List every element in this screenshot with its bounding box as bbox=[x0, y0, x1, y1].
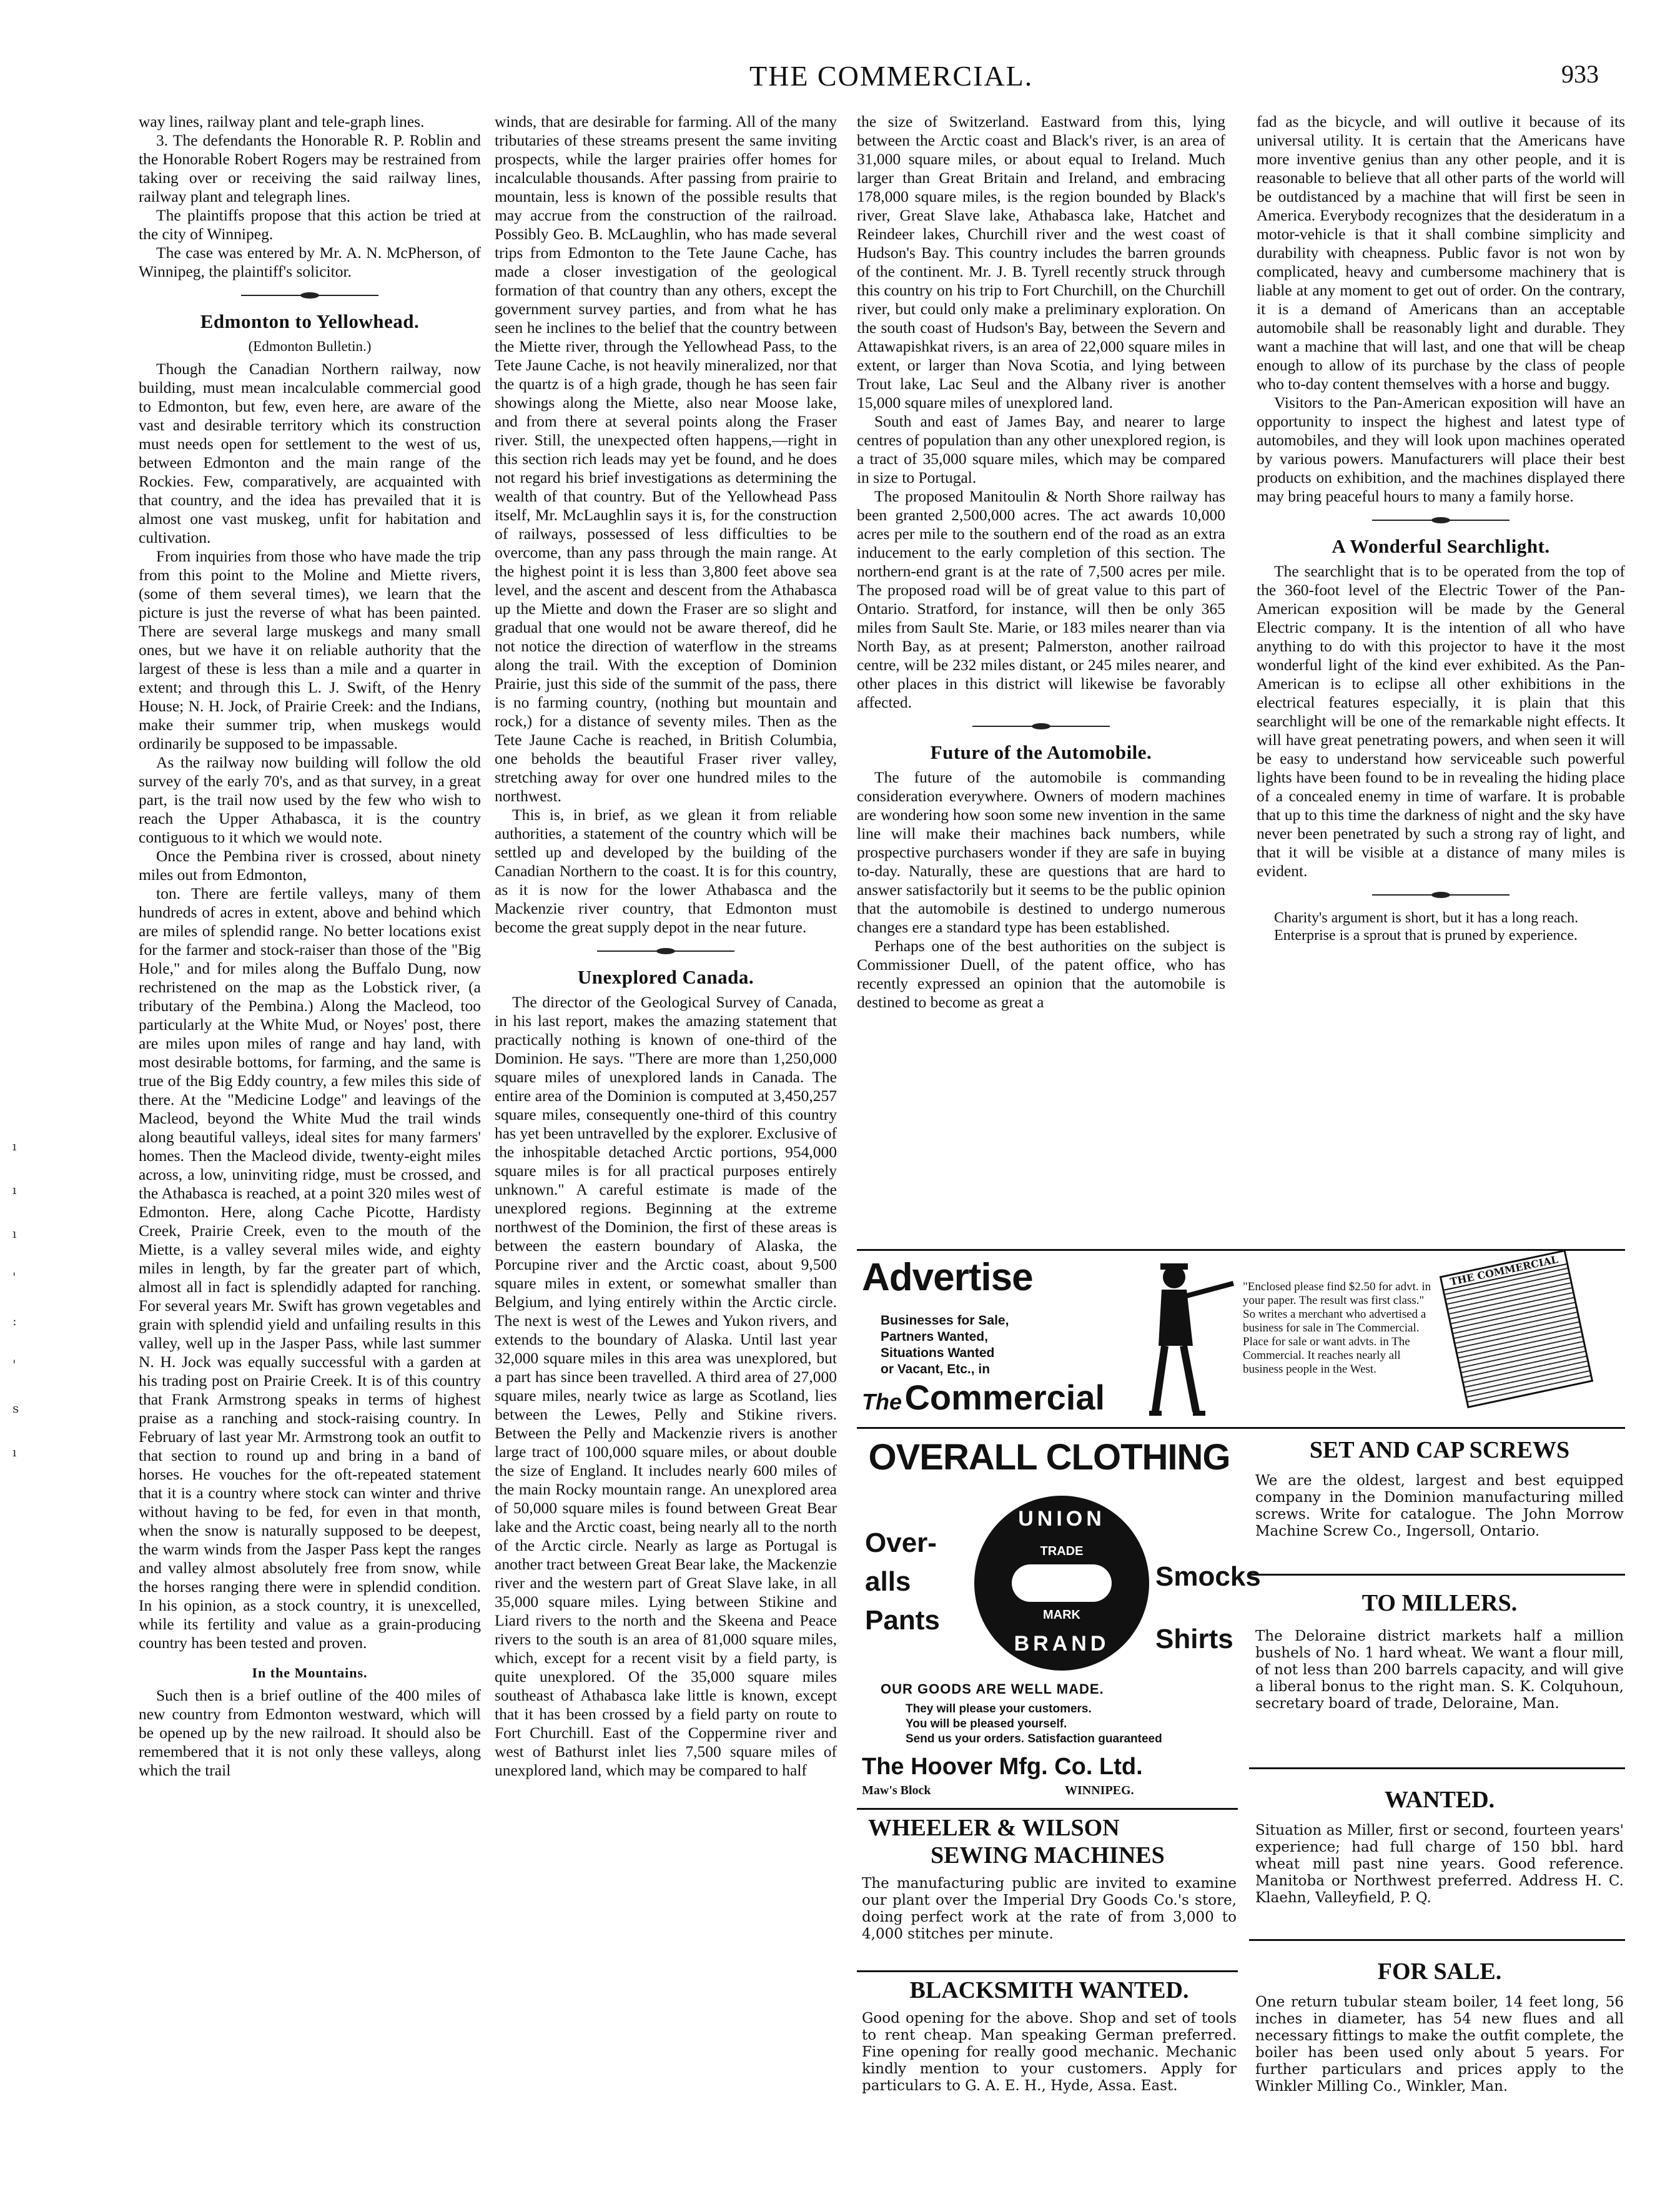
paragraph: This is, in brief, as we glean it from reliable authorities, a statement of the country which will be settled up and developed by the building of the Canadian Northern to the coast. It is for this country, as it is now for the lower Athabasca and the Mackenzie river country, that Edmonton must become the great supply depot in the near future. bbox=[495, 806, 837, 936]
paragraph: Visitors to the Pan-American exposition will have an opportunity to inspect the highest and latest type of automobiles, and they will look upon machines operated by various powers. Manufacturers will place their best products on exhibition, and the machines displayed there may bring peaceful hours to many a family horse. bbox=[1257, 393, 1625, 505]
union-brand-logo bbox=[974, 1496, 1149, 1671]
advertise-line: Businesses for Sale, bbox=[881, 1313, 1009, 1328]
paragraph: ton. There are fertile valleys, many of them hundreds of acres in extent, above and behind which are miles of splendid range. No better locations exist for the farmer and stock-raiser than those of the "Big Hole," and for miles along the Buffalo Dung, now rechristened on the map as the Lobstick river, (a tributary of the Pembina.) Along the Macleod, too particularly at the White Mud, or Noyes' post, there are miles upon miles of range and hay land, with most desirable bottoms, for farming, and the same is true of the Big Eddy country, a few miles this side of there. At the "Medicine Lodge" and leavings of the Macleod, beyond the White Mud the trail winds along beautiful valleys, ideal sites for many farmers' homes. Then the Macleod divide, twenty-eight miles across, a low, uninviting ridge, must be crossed, and the Athabasca is reached, at a point 320 miles west of Edmonton. Here, along Cache Picotte, Hardisty Creek, Prairie Creek, even to the mouth of the Miette, is a valley several miles wide, and eighty miles in length, by far the greater part of which, almost all in fact is splendidly adapted for ranching. For several years Mr. Swift has grown vegetables and grain with splendid yield and unfailing results in this valley, well up in the Jasper Pass, while last summer N. H. Jock was equally successful with a garden at his trading post on Prairie Creek. It is of this country that Frank Armstrong speaks in terms of highest praise as a ranching and stock-raising country. In February of last year Mr. Armstrong took an outfit to that section to round up and bring in a band of horses. He vouches for the oft-repeated statement that it is a country where stock can winter and thrive without having to be fed, for even in that month, when the snow is naturally supposed to be deepest, the warm winds from the Jasper Pass kept the ranges and valley almost absolutely free from snow, while the horses ranging there were in splendid condition. In his opinion, as a stock country, it is unexcelled, while its fertility and value as a grain-producing country has been tested and proven. bbox=[139, 884, 481, 1652]
ad-border bbox=[857, 1427, 1625, 1429]
ad-border bbox=[1249, 1939, 1625, 1941]
paragraph: 3. The defendants the Honorable R. P. Roblin and the Honorable Robert Rogers may be restrained from taking over or receiving the said railway lines, railway plant and telegraph lines. bbox=[139, 131, 481, 205]
paragraph: fad as the bicycle, and will outlive it because of its universal utility. It is certain that the Americans have more inventive genius than any other people, and it is reasonable to believe that all other parts of the world will be outdistanced by a machine that will first be seen in America. Everybody recognizes that the desideratum in a motor-vehicle is that it shall combine simplicity and durability with cheapness. Public favor is not won by complicated, heavy and cumbersome machinery that is liable at any moment to get out of order. On the contrary, it is a demand of Americans than an acceptable automobile shall be reasonably light and durable. They want a machine that will last, and one that will be cheap enough to allow of its purchase by the class of people who to-day content themselves with a horse and buggy. bbox=[1257, 112, 1625, 393]
logo-trade-text: TRADE bbox=[1040, 1544, 1084, 1558]
wheeler-title-1: WHEELER & WILSON bbox=[868, 1815, 1120, 1841]
for-sale-text: One return tubular steam boiler, 14 feet long, 56 inches in diameter, has 54 new flues and all necessary fittings to make the outfit complete, the boiler has been used only about 5 years. For further particulars and prices apply to the Winkler Milling Co., Winkler, Man. bbox=[1255, 1994, 1624, 2095]
wanted-ad bbox=[1255, 1786, 1624, 1907]
paragraph: As the railway now building will follow the old survey of the early 70's, and as that survey, in a great part, is the trail now used by the few who wish to reach the Upper Athabasca, it is the country contiguous to it which we would note. bbox=[139, 753, 481, 846]
overall-address-right: WINNIPEG. bbox=[1065, 1784, 1134, 1797]
divider bbox=[597, 950, 734, 952]
newspaper-label: THE COMMERCIAL bbox=[1441, 1252, 1566, 1291]
column-3 bbox=[857, 112, 1225, 1012]
wanted-text: Situation as Miller, first or second, fourteen years' experience; had full charge of 150 bbl. hard wheat mill past nine years. Good reference. Manitoba or Northwest preferred. Address H. C. Klaehn, Valleyfield, P. Q. bbox=[1255, 1822, 1624, 1906]
divider bbox=[1372, 894, 1510, 896]
blacksmith-title: BLACKSMITH WANTED. bbox=[909, 1977, 1189, 2003]
page-number: 933 bbox=[1561, 60, 1599, 88]
millers-ad bbox=[1255, 1589, 1624, 1712]
ad-border bbox=[857, 1249, 1625, 1251]
paragraph: Charity's argument is short, but it has a long reach. bbox=[1274, 910, 1579, 926]
wanted-title: WANTED. bbox=[1384, 1787, 1495, 1813]
paragraph: The director of the Geological Survey of Canada, in his last report, makes the amazing statement that practically nothing is known of one-third of the Dominion. He says. "There are more than 1,250,000 square miles of unexplored lands in Canada. The entire area of the Dominion is computed at 3,450,257 square miles, consequently one-third of this country has yet been untravelled by the explorer. Exclusive of the inhospitable detached Arctic portions, 954,000 square miles is for all practical purposes entirely unknown." A careful estimate is made of the unexplored regions. Beginning at the extreme northwest of the Dominion, the first of these areas is between the eastern boundary of Alaska, the Porcupine river and the Arctic coast, about 9,500 square miles in extent, or somewhat smaller than Belgium, and lying entirely within the Arctic circle. The next is west of the Lewes and Yukon rivers, and extends to the boundary of Alaska. Until last year 32,000 square miles in this area was unexplored, but a part has since been travelled. A third area of 27,000 square miles, nearly twice as large as Scotland, lies between the Lewes, Pelly and Stikine rivers. Between the Pelly and Mackenzie rivers is another large tract of 100,000 square miles, or about double the size of England. It includes nearly 600 miles of the main Rocky mountain range. An unexplored area of 50,000 square miles is found between Great Bear lake and the Arctic coast, being nearly all to the north of the Arctic circle. Nearly as large as Portugal is another tract between Great Bear lake, the Mackenzie river and the western part of Great Slave lake, in all 35,000 square miles. Lying between Stikine and Liard rivers to the north and the Skeena and Peace rivers to the south is an area of 81,000 square miles, which, except for a recent visit by a field party, is quite unexplored. Of the 35,000 square miles southeast of Athabasca lake little is known, except that it has been crossed by a field party on route to Fort Churchill. East of the Coppermine river and west of Bathurst inlet lies 7,500 square miles of unexplored land, which may be compared to half bbox=[495, 993, 837, 1779]
paragraph: Perhaps one of the best authorities on the subject is Commissioner Duell, of the patent office, who has recently expressed an opinion that the automobile is destined to become as great a bbox=[857, 937, 1225, 1011]
screws-ad bbox=[1255, 1436, 1624, 1540]
brand-the: The bbox=[862, 1389, 902, 1415]
brand-name: Commercial bbox=[904, 1378, 1105, 1417]
paragraph: Though the Canadian Northern railway, now building, must mean incalculable commercial good to Edmonton, but few, even here, are aware of the vast and desirable territory which its construction must needs open for settlement to the west of us, between Edmonton and the main range of the Rockies. Few, comparatively, are acquainted with that country, and the idea has prevailed that it is almost one vast muskeg, unfit for habitation and cultivation. bbox=[139, 360, 481, 546]
for-sale-ad bbox=[1255, 1958, 1624, 2095]
advertise-quote: "Enclosed please find $2.50 for advt. in your paper. The result was first class." So writes a merchant who advertised a business for sale in The Commercial. Place for sale or want advts. in The Commercial. It reaches nearly all business people in the West. bbox=[1243, 1280, 1431, 1376]
advertise-title: Advertise bbox=[862, 1256, 1033, 1299]
blacksmith-ad bbox=[862, 1977, 1237, 2189]
divider bbox=[1372, 520, 1510, 521]
paragraph: Enterprise is a sprout that is pruned by experience. bbox=[1274, 927, 1578, 944]
paragraph: The proposed Manitoulin & North Shore railway has been granted 2,500,000 acres. The act awards 10,000 acres per mile to the southern end of the road as an extra inducement to the early completion of this section. The northern-end grant is at the rate of 7,500 acres per mile. The proposed road will be of great value to this part of Ontario. Stratford, for instance, will then be only 365 miles from Sault Ste. Marie, or 183 miles nearer than via North Bay, as at present; Palmerston, another railroad centre, will be 232 miles distant, or 245 miles nearer, and other places in this district will likewise be favorably affected. bbox=[857, 487, 1225, 711]
divider bbox=[972, 726, 1110, 727]
paragraph: the size of Switzerland. Eastward from this, lying between the Arctic coast and Black's river, is an area of 31,000 square miles, or about equal to Ireland. Much larger than Great Britain and Ireland, and embracing 178,000 square miles, is the region bounded by Black's river, Great Slave lake, Athabasca lake, Hatchet and Reindeer lakes, Churchill river and the west coast of Hudson's Bay. This country includes the barren grounds of the continent. Mr. J. B. Tyrell recently struck through this country on his trip to Fort Churchill, on the Churchill river, but could only make a preliminary exploration. On the south coast of Hudson's Bay, between the Severn and Attawapishkat rivers, is an area of 22,000 square miles in extent, or larger than Nova Scotia, and lying between Trout lake, Lac Seul and the Albany river is another 15,000 square miles of unexplored land. bbox=[857, 112, 1225, 412]
article-source: (Edmonton Bulletin.) bbox=[248, 338, 372, 354]
paragraph: way lines, railway plant and tele-graph lines. bbox=[139, 112, 425, 131]
wheeler-title-2: SEWING MACHINES bbox=[931, 1842, 1165, 1869]
page-title: THE COMMERCIAL. bbox=[749, 60, 1034, 92]
overall-title: OVERALL CLOTHING bbox=[868, 1437, 1230, 1478]
millers-title: TO MILLERS. bbox=[1361, 1590, 1518, 1616]
screws-title: SET AND CAP SCREWS bbox=[1309, 1437, 1570, 1463]
advertise-brand bbox=[862, 1377, 1105, 1418]
divider bbox=[241, 295, 378, 296]
column-1 bbox=[139, 112, 481, 1780]
advertise-ad bbox=[862, 1255, 1621, 1421]
overall-lines bbox=[906, 1702, 1162, 1747]
margin-marks: ı ı ı ' : ' s ı bbox=[12, 1138, 19, 1459]
logo-mark-text: MARK bbox=[1043, 1608, 1080, 1622]
article-heading: Unexplored Canada. bbox=[577, 966, 754, 988]
advertise-lines bbox=[881, 1313, 1009, 1378]
paragraph: Once the Pembina river is crossed, about ninety miles out from Edmonton, bbox=[139, 847, 481, 884]
advertise-line: Situations Wanted bbox=[881, 1346, 995, 1360]
paragraph: The future of the automobile is commanding consideration everywhere. Owners of modern machines are wondering how soon some new invention in the same line will make their machines back numbers, while prospective purchasers wonder if they are safe in buying to-day. Naturally, these are questions that are hard to answer satisfactorily but it seems to be the public opinion that the automobile is destined to undergo numerous changes ere a standard type has been established. bbox=[857, 768, 1225, 936]
paragraph: The searchlight that is to be operated from the top of the 360-foot level of the Electric Tower of the Pan-American exposition will be made by the General Electric company. It is the intention of all who have anything to do with this projector to have it the most wonderful light of the kind ever exhibited. As the Pan-American is to eclipse all other exhibitions in the electrical features especially, it is plain that this searchlight will be one of the remarkable night effects. It will have great penetrating powers, and when seen it will be easy to understand how serviceable such powerful lights have been found to be in revealing the hiding place of a concealed enemy in time of warfare. It is probable that up to this time the darkness of night and the sky have never been penetrated by such a strong ray of light, and that it will be visible at a distance of many miles is evident. bbox=[1257, 562, 1625, 880]
product-label: Shirts bbox=[1155, 1624, 1233, 1654]
overall-left-labels bbox=[865, 1524, 940, 1640]
ad-border bbox=[857, 1970, 1238, 1972]
subheading: In the Mountains. bbox=[252, 1665, 368, 1681]
advertise-line: Partners Wanted, bbox=[881, 1330, 988, 1344]
wheeler-wilson-ad bbox=[862, 1814, 1237, 1970]
for-sale-title: FOR SALE. bbox=[1377, 1958, 1502, 1985]
paragraph: The case was entered by Mr. A. N. McPherson, of Winnipeg, the plaintiff's solicitor. bbox=[139, 244, 481, 280]
overall-company: The Hoover Mfg. Co. Ltd. bbox=[862, 1754, 1143, 1780]
overall-line: They will please your customers. bbox=[906, 1702, 1092, 1716]
product-label: Pants bbox=[865, 1605, 940, 1636]
overall-line: You will be pleased yourself. bbox=[906, 1717, 1067, 1730]
product-label: alls bbox=[865, 1566, 911, 1597]
article-heading: Future of the Automobile. bbox=[930, 741, 1152, 763]
wheeler-text: The manufacturing public are invited to examine our plant over the Imperial Dry Goods Co.'s store, doing perfect work at the rate of from 3,000 to 4,000 stitches per minute. bbox=[862, 1875, 1237, 1942]
overall-address-left: Maw's Block bbox=[862, 1784, 931, 1797]
paragraph: winds, that are desirable for farming. All of the many tributaries of these streams present the same inviting prospects, while the larger prairies offer homes for incalculable thousands. After passing from prairie to mountain, less is known of the possible results that may accrue from the construction of the railroad. Possibly Geo. B. McLaughlin, who has made several trips from Edmonton to the Tete Jaune Cache, has made a closer investigation of the geological formation of that country than any others, except the government survey parties, and from what he has seen he inclines to the belief that the country between the Miette river, through the Yellowhead Pass, to the Tete Jaune Cache, is not heavily mineralized, nor that the quartz is of a high grade, though he has seen fair showings along the Miette, also near Moose lake, and from there at several points along the Fraser river. Still, the unexpected often happens,—right in this section rich leads may yet be found, and he does not regard his brief investigations as determining the wealth of that country. But of the Yellowhead Pass itself, Mr. McLaughlin says it is, for the construction of railways, possessed of less difficulties to be overcome, than any pass through the main range. At the highest point it is less than 3,800 feet above sea level, and the ascent and descent from the Athabasca up the Miette and down the Fraser are so slight and gradual that one would not be aware thereof, did he not notice the direction of waterflow in the streams along the trail. With the exception of Dominion Prairie, just this side of the summit of the pass, there is no farming country, (nothing but mountain and rock,) for a distance of seventy miles. Then as the Tete Jaune Cache is reached, in British Columbia, one beholds the beautiful Fraser river valley, stretching away for over one hundred miles to the northwest. bbox=[495, 112, 837, 805]
millers-text: The Deloraine district markets half a million bushels of No. 1 hard wheat. We want a flour mill, of not less than 200 barrels capacity, and will give a liberal bonus to the right man. S. K. Colquhoun, secretary board of trade, Deloraine, Man. bbox=[1255, 1628, 1624, 1712]
logo-top-text: UNION bbox=[1018, 1507, 1105, 1531]
overall-line: Send us your orders. Satisfaction guaranteed bbox=[906, 1732, 1162, 1745]
overall-slogan: OUR GOODS ARE WELL MADE. bbox=[881, 1681, 1104, 1697]
article-heading: Edmonton to Yellowhead. bbox=[200, 310, 420, 332]
man-holding-paper-illustration bbox=[1124, 1258, 1237, 1418]
handshake-icon bbox=[1012, 1564, 1112, 1602]
screws-text: We are the oldest, largest and best equipped company in the Dominion manufacturing milled screws. Write for catalogue. The John Morrow Machine Screw Co., Ingersoll, Ontario. bbox=[1255, 1473, 1624, 1539]
advertise-line: or Vacant, Etc., in bbox=[881, 1362, 991, 1376]
ad-border bbox=[1249, 1767, 1625, 1769]
paragraph: From inquiries from those who have made the trip from this point to the Moline and Miette rivers, (some of them several times), we learn that the picture is just the reverse of what has been painted. There are several large muskegs and many small ones, but we have it on reliable authority that the largest of these is less than a mile and a quarter in extent; and through this L. J. Swift, of the Henry House; N. H. Jock, of Prairie Creek: and the Indians, make their summer trip, when muskegs would ordinarily be supposed to be impassable. bbox=[139, 547, 481, 753]
overall-right-labels bbox=[1155, 1546, 1261, 1671]
product-label: Over- bbox=[865, 1528, 937, 1558]
column-4 bbox=[1257, 112, 1625, 944]
product-label: Smocks bbox=[1155, 1561, 1261, 1592]
ad-border bbox=[857, 1808, 1238, 1810]
overall-clothing-ad bbox=[862, 1436, 1261, 1805]
column-2 bbox=[495, 112, 837, 1780]
ad-border bbox=[1249, 1574, 1625, 1576]
article-heading: A Wonderful Searchlight. bbox=[1332, 535, 1550, 557]
logo-bottom-text: BRAND bbox=[1014, 1632, 1110, 1656]
paragraph: Such then is a brief outline of the 400 miles of new country from Edmonton westward, which will be opened up by the new railroad. It should also be remembered that it is not only these valleys, along which the trail bbox=[139, 1686, 481, 1779]
paragraph: South and east of James Bay, and nearer to large centres of population than any other unexplored region, is a tract of 35,000 square miles, which may be compared in size to Portugal. bbox=[857, 412, 1225, 486]
blacksmith-text: Good opening for the above. Shop and set of tools to rent cheap. Man speaking German preferred. Fine opening for really good mechanic. Mechanic kindly mention to your customers. Apply for particulars to G. A. E. H., Hyde, Assa. East. bbox=[862, 2010, 1237, 2094]
paragraph: The plaintiffs propose that this action be tried at the city of Winnipeg. bbox=[139, 206, 481, 243]
newspaper-illustration bbox=[1440, 1250, 1593, 1408]
